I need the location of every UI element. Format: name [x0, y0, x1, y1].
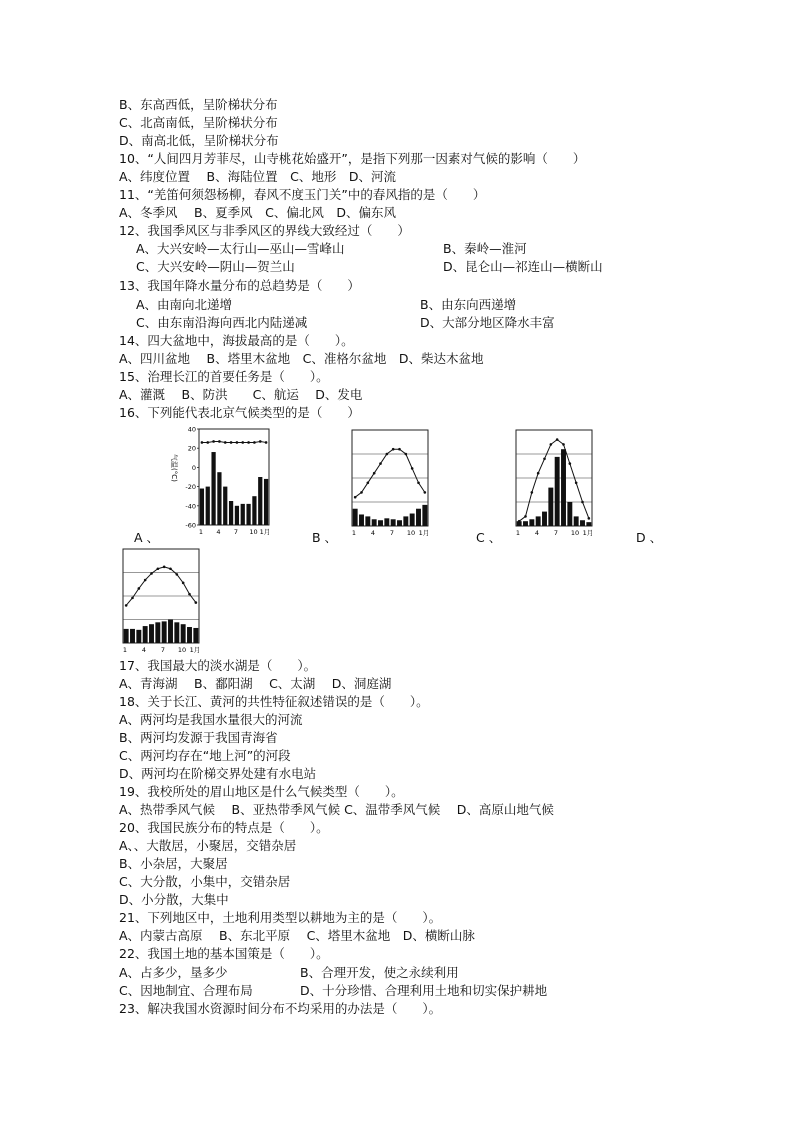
chartc-temp-point: [518, 520, 521, 523]
q13-option-c: C、由东南沿海向西北内陆递减: [136, 315, 308, 330]
q15-stem: 15、治理长江的首要任务是（ ）。: [119, 369, 329, 384]
chart-a-bar: [229, 501, 233, 525]
chartc-temp-point: [543, 458, 546, 461]
q20-stem: 20、我国民族分布的特点是（ ）。: [119, 820, 329, 835]
q12-option-a: A、大兴安岭—太行山—巫山—雪峰山: [136, 241, 345, 256]
q9-option-d: D、南高北低，呈阶梯状分布: [119, 133, 279, 148]
chart-a-ylabel-text: 气温(°C): [170, 454, 178, 482]
chartd-xtick: 7: [160, 646, 166, 654]
chart-a-label: A 、: [134, 530, 160, 545]
q20-option-a: A、、大散居，小聚居，交错杂居: [119, 838, 297, 853]
chart-a-ytick: -20: [185, 483, 196, 492]
chartb-temp-point: [424, 491, 427, 494]
chart-a-bar: [258, 477, 262, 525]
chartb-temp-point: [373, 472, 376, 475]
chartc-bar: [536, 516, 541, 526]
chartc-temp-point: [556, 438, 559, 441]
chartb-bar: [359, 514, 364, 526]
chartb-bar: [384, 518, 389, 526]
chart-a-xtick: 7: [233, 528, 239, 536]
chartb-temp-point: [411, 467, 414, 470]
chartd-xtick: 1: [122, 646, 128, 654]
chartd-temp-point: [163, 566, 166, 569]
q11-stem: 11、“羌笛何须怨杨柳，春风不度玉门关”中的春风指的是（ ）: [119, 187, 486, 202]
chartc-bar: [555, 457, 560, 526]
q20-option-b: B、小杂居，大聚居: [119, 856, 228, 871]
chartd-temp-point: [188, 593, 191, 596]
climate-chart-d: [121, 547, 203, 657]
chartd-bar: [187, 627, 192, 643]
chart-a-bar: [264, 479, 268, 525]
q9-option-c: C、北高南低，呈阶梯状分布: [119, 115, 278, 130]
q14-stem: 14、四大盆地中，海拔最高的是（ ）。: [119, 333, 354, 348]
chart-a-temp-point: [212, 440, 215, 443]
q12-stem: 12、我国季风区与非季风区的界线大致经过（ ）: [119, 223, 410, 238]
q23-stem: 23、解决我国水资源时间分布不均采用的办法是（ ）。: [119, 1001, 442, 1016]
q18-option-a: A、两河均是我国水量很大的河流: [119, 712, 303, 727]
chartd-xtick: 10: [177, 646, 187, 654]
chartb-bar: [372, 519, 377, 526]
chartd-bar: [162, 621, 167, 643]
chartd-bar: [193, 628, 198, 643]
chartb-xtick: 10: [406, 529, 416, 537]
chartb-temp-point: [379, 462, 382, 465]
chartd-bar: [155, 622, 160, 643]
chart-d-label: D 、: [636, 530, 663, 545]
q22-stem: 22、我国土地的基本国策是（ ）。: [119, 946, 329, 961]
chartd-xtick: 4: [141, 646, 147, 654]
chart-a-temp-point: [265, 441, 268, 444]
q19-stem: 19、我校所处的眉山地区是什么气候类型（ ）。: [119, 784, 404, 799]
chartd-bar: [149, 624, 154, 643]
chartb-temp-line: [355, 449, 425, 497]
climate-chart-c: [514, 428, 596, 540]
chartb-bar: [410, 514, 415, 526]
chartc-temp-line: [519, 440, 589, 522]
chart-a-bar: [246, 504, 250, 525]
chartc-xtick: 1月: [582, 529, 594, 537]
chartd-temp-point: [138, 587, 141, 590]
chart-a-temp-point: [241, 441, 244, 444]
chartc-temp-point: [569, 462, 572, 465]
chart-a-xtick: 4: [216, 528, 221, 536]
chart-a-temp-point: [259, 440, 262, 443]
q18-option-c: C、两河均存在“地上河”的河段: [119, 748, 291, 763]
chartb-bar: [422, 505, 427, 526]
q17-stem: 17、我国最大的淡水湖是（ ）。: [119, 658, 317, 673]
chart-a-xtick: 1: [198, 528, 204, 536]
chart-a-ylabel: [170, 454, 179, 482]
q22-option-d: D、十分珍惜、合理利用土地和切实保护耕地: [300, 983, 548, 998]
q10-stem: 10、“人间四月芳菲尽，山寺桃花始盛开”，是指下列那一因素对气候的影响（ ）: [119, 151, 586, 166]
q22-option-a: A、占多少，垦多少: [119, 965, 228, 980]
chartc-temp-point: [575, 482, 578, 485]
chart-a-bar: [200, 489, 204, 525]
chartc-bar: [523, 521, 528, 526]
chartb-bar: [378, 520, 383, 526]
chartd-temp-point: [157, 567, 160, 570]
q9-option-b: B、东高西低，呈阶梯状分布: [119, 97, 278, 112]
chart-a-temp-point: [224, 441, 227, 444]
chartc-xtick: 10: [570, 529, 580, 537]
chartd-bar: [143, 626, 148, 643]
chartb-bar: [391, 519, 396, 526]
chartb-temp-point: [398, 448, 401, 451]
q16-stem: 16、下列能代表北京气候类型的是（ ）: [119, 405, 360, 420]
chartc-bar: [542, 512, 547, 526]
chartd-xtick: 1月: [189, 646, 201, 654]
chart-a-bar: [241, 504, 245, 525]
chartd-temp-point: [169, 567, 172, 570]
q12-option-b: B、秦岭—淮河: [443, 241, 527, 256]
chartb-xtick: 4: [370, 529, 376, 537]
chartd-bar: [174, 622, 179, 643]
chartb-temp-point: [392, 448, 395, 451]
q11-options: A、冬季风 B、夏季风 C、偏北风 D、偏东风: [119, 205, 396, 220]
chart-c-label: C 、: [476, 530, 502, 545]
q20-option-d: D、小分散，大集中: [119, 892, 229, 907]
chart-b-label: B 、: [312, 530, 338, 545]
chart-a-bar: [235, 506, 239, 525]
chartd-temp-point: [125, 604, 128, 607]
chart-a-ytick: -60: [185, 521, 196, 530]
chartb-bar: [403, 516, 408, 526]
chartd-bar: [136, 630, 141, 643]
q20-option-c: C、大分散，小集中，交错杂居: [119, 874, 291, 889]
chart-a-bar: [217, 472, 221, 525]
chartd-temp-point: [182, 582, 185, 585]
chart-a-temp-point: [201, 441, 204, 444]
chartc-temp-point: [562, 443, 565, 446]
q13-option-b: B、由东向西递增: [420, 297, 517, 312]
chartb-temp-point: [360, 491, 363, 494]
chartd-temp-point: [131, 597, 134, 600]
chartc-xtick: 1: [515, 529, 521, 537]
q21-options: A、内蒙古高原 B、东北平原 C、塔里木盆地 D、横断山脉: [119, 928, 475, 943]
chartc-bar: [580, 520, 585, 526]
chartc-temp-point: [537, 472, 540, 475]
chart-a-temp-point: [253, 441, 256, 444]
chartb-bar: [365, 516, 370, 526]
chartd-bar: [168, 620, 173, 644]
chartd-bar: [130, 629, 135, 643]
q12-option-c: C、大兴安岭—阴山—贺兰山: [136, 259, 295, 274]
climate-chart-b: [350, 428, 432, 540]
chartb-temp-point: [367, 482, 370, 485]
chart-a-temp-point: [218, 440, 221, 443]
chartb-temp-point: [405, 453, 408, 456]
chart-a-temp-point: [206, 441, 209, 444]
chartd-bar: [181, 624, 186, 643]
chartc-bar: [548, 488, 553, 526]
q12-option-d: D、昆仑山—祁连山—横断山: [443, 259, 603, 274]
q18-stem: 18、关于长江、黄河的共性特征叙述错误的是（ ）。: [119, 694, 429, 709]
chartb-bar: [397, 520, 402, 526]
chart-a-bar: [223, 487, 227, 525]
chart-a-bar: [206, 487, 210, 525]
q17-options: A、青海湖 B、鄱阳湖 C、太湖 D、洞庭湖: [119, 676, 392, 691]
q18-option-b: B、两河均发源于我国青海省: [119, 730, 278, 745]
q13-option-a: A、由南向北递增: [136, 297, 233, 312]
q19-options: A、热带季风气候 B、亚热带季风气候 C、温带季风气候 D、高原山地气候: [119, 802, 554, 817]
chart-a-temp-line: [202, 441, 266, 442]
q13-option-d: D、大部分地区降水丰富: [420, 315, 555, 330]
chartc-bar: [567, 502, 572, 526]
chartc-xtick: 7: [553, 529, 559, 537]
chart-a-xtick: 1月: [259, 528, 271, 536]
q13-stem: 13、我国年降水量分布的总趋势是（ ）: [119, 278, 360, 293]
chart-a-temp-point: [230, 441, 233, 444]
chartb-xtick: 7: [389, 529, 395, 537]
chartc-temp-point: [581, 501, 584, 504]
chartd-temp-point: [144, 579, 147, 582]
chartb-xtick: 1: [351, 529, 357, 537]
q21-stem: 21、下列地区中，土地利用类型以耕地为主的是（ ）。: [119, 910, 442, 925]
q22-option-b: B、合理开发，使之永续利用: [300, 965, 459, 980]
chartb-bar: [353, 509, 358, 526]
chart-a-ytick: -40: [185, 502, 196, 511]
chartc-temp-point: [524, 515, 527, 518]
chartc-temp-point: [550, 443, 553, 446]
q15-options: A、灌溉 B、防洪 C、航运 D、发电: [119, 387, 363, 402]
chart-a-ytick: 40: [187, 425, 196, 434]
chartb-temp-point: [354, 496, 357, 499]
chart-a-bar: [252, 496, 256, 525]
climate-chart-a: [168, 424, 278, 540]
chartc-bar: [574, 516, 579, 526]
chartb-xtick: 1月: [418, 529, 430, 537]
chart-a-temp-point: [236, 441, 239, 444]
chart-a-xtick: 10: [249, 528, 258, 536]
chartd-bar: [124, 629, 129, 643]
chartd-temp-point: [150, 572, 153, 575]
q10-options: A、纬度位置 B、海陆位置 C、地形 D、河流: [119, 169, 396, 184]
q14-options: A、四川盆地 B、塔里木盆地 C、准格尔盆地 D、柴达木盆地: [119, 351, 484, 366]
chartb-bar: [416, 509, 421, 526]
chart-a-temp-point: [247, 441, 250, 444]
chartb-temp-point: [417, 482, 420, 485]
chartd-temp-point: [176, 573, 179, 576]
q18-option-d: D、两河均在阶梯交界处建有水电站: [119, 766, 317, 781]
chartc-temp-point: [531, 491, 534, 494]
chart-a-ytick: 20: [187, 444, 196, 453]
q22-option-c: C、因地制宜、合理布局: [119, 983, 253, 998]
chartb-temp-point: [386, 453, 389, 456]
chart-a-ytick: 0: [191, 463, 196, 472]
chartc-xtick: 4: [534, 529, 540, 537]
chartd-temp-point: [195, 601, 198, 604]
chart-a-bar: [211, 452, 215, 525]
chartc-bar: [561, 449, 566, 526]
chartc-temp-point: [588, 517, 591, 520]
chartc-bar: [529, 519, 534, 526]
chartc-bar: [586, 522, 591, 526]
